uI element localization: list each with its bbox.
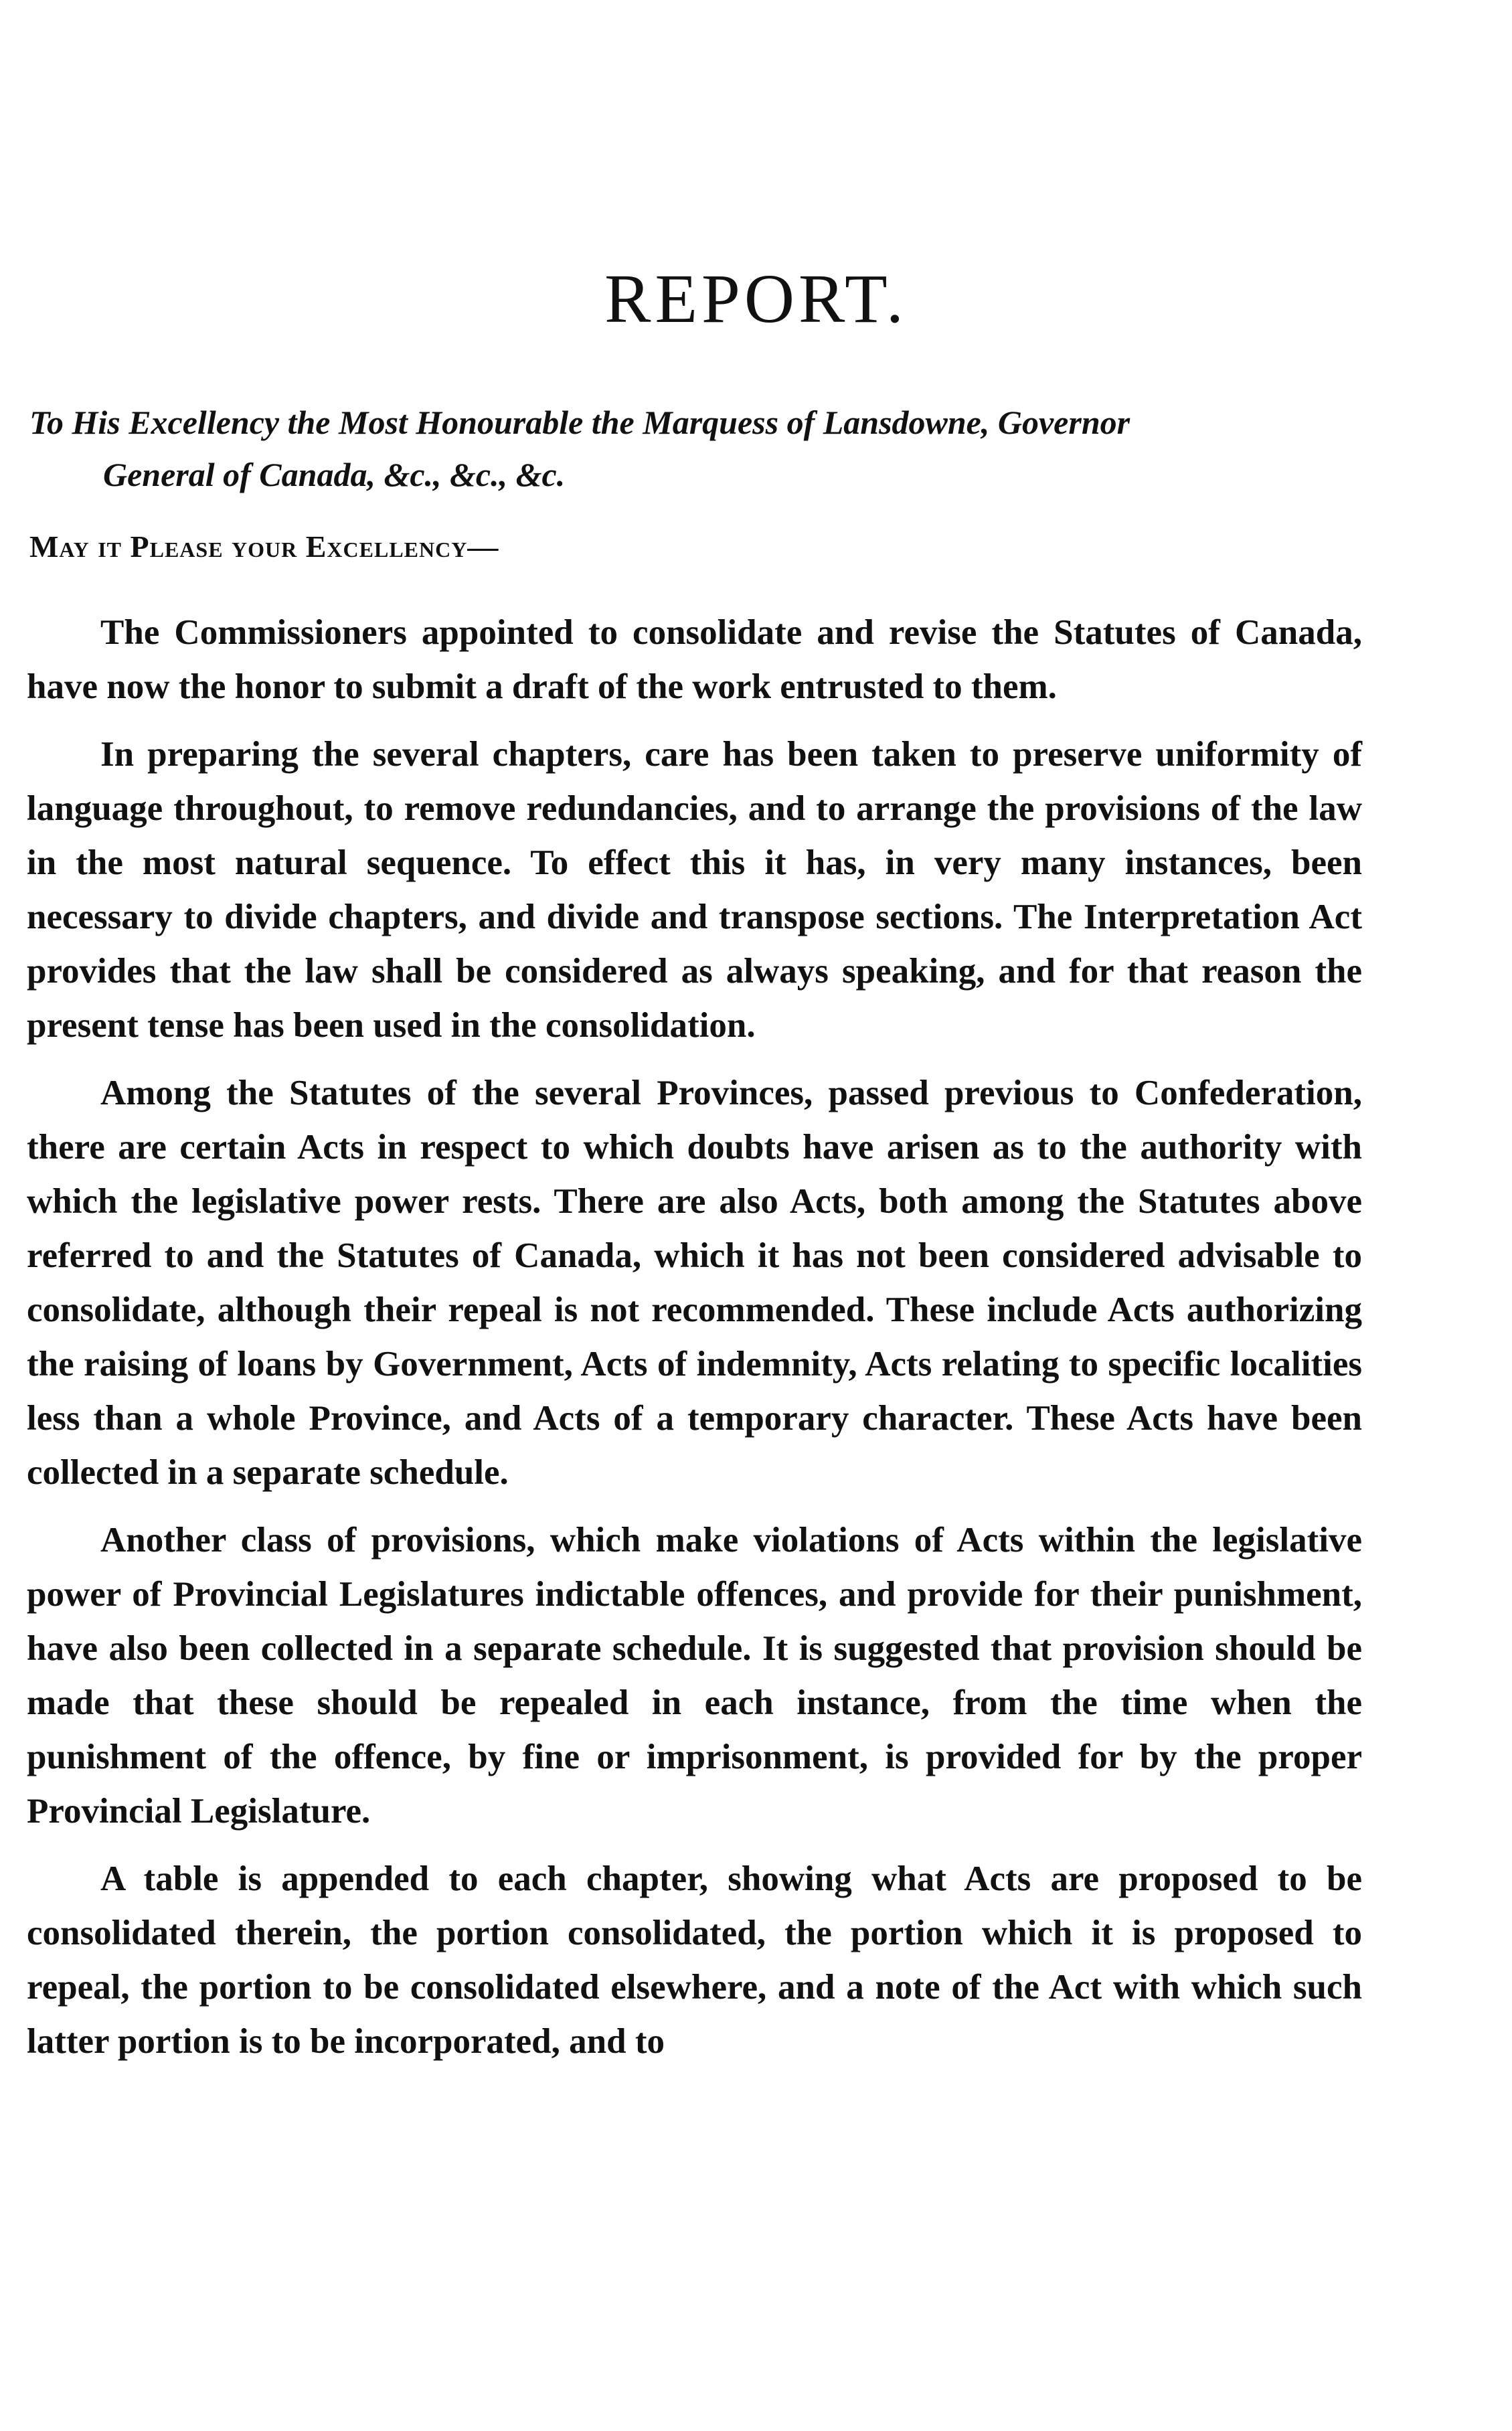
page-title: REPORT. [604, 260, 908, 337]
paragraph-4: Another class of provisions, which make violations of Acts within the legislative power of Provincial Legislatures indictable offences, and provide for their punishment, have also been collected in a separate schedule. It is suggested that provision should be made that these should be repealed in each instance, from the time when the punishment of the offence, by fine or imprisonment, is provided for by the proper Provincial Legislature. [27, 1521, 1362, 1831]
address-line-1: To His Excellency the Most Honourable the Marquess of Lansdowne, Governor [29, 404, 1130, 441]
paragraph-1: The Commissioners appointed to consolidate and revise the Statutes of Canada, have now the honor to submit a draft of the work entrusted to them. [27, 613, 1362, 706]
address-line-2: General of Canada, &c., &c., &c. [103, 456, 566, 493]
report-body [27, 606, 1362, 2082]
paragraph-5: A table is appended to each chapter, showing what Acts are proposed to be consolidated therein, the portion consolidated, the portion which it is proposed to repeal, the portion to be consolidated elsewhere, and a note of the Act with which such latter portion is to be incorporated, and to [27, 1859, 1362, 2061]
paragraph-2: In preparing the several chapters, care has been taken to preserve uniformity of language throughout, to remove redundancies, and to arrange the provisions of the law in the most natural sequence. To effect this it has, in very many instances, been necessary to divide chapters, and divide and transpose sections. The Interpretation Act provides that the law shall be considered as always speaking, and for that reason the present tense has been used in the consolidation. [27, 735, 1362, 1045]
paragraph-3: Among the Statutes of the several Provinces, passed previous to Confederation, there are certain Acts in respect to which doubts have arisen as to the authority with which the legislative power rests. There are also Acts, both among the Statutes above referred to and the Statutes of Canada, which it has not been considered advisable to consolidate, although their repeal is not recommended. These include Acts authorizing the raising of loans by Government, Acts of indemnity, Acts relating to specific localities less than a whole Province, and Acts of a temporary character. These Acts have been collected in a separate schedule. [27, 1074, 1362, 1492]
salutation: May it Please your Excellency— [29, 529, 499, 564]
address-block [29, 396, 1368, 501]
